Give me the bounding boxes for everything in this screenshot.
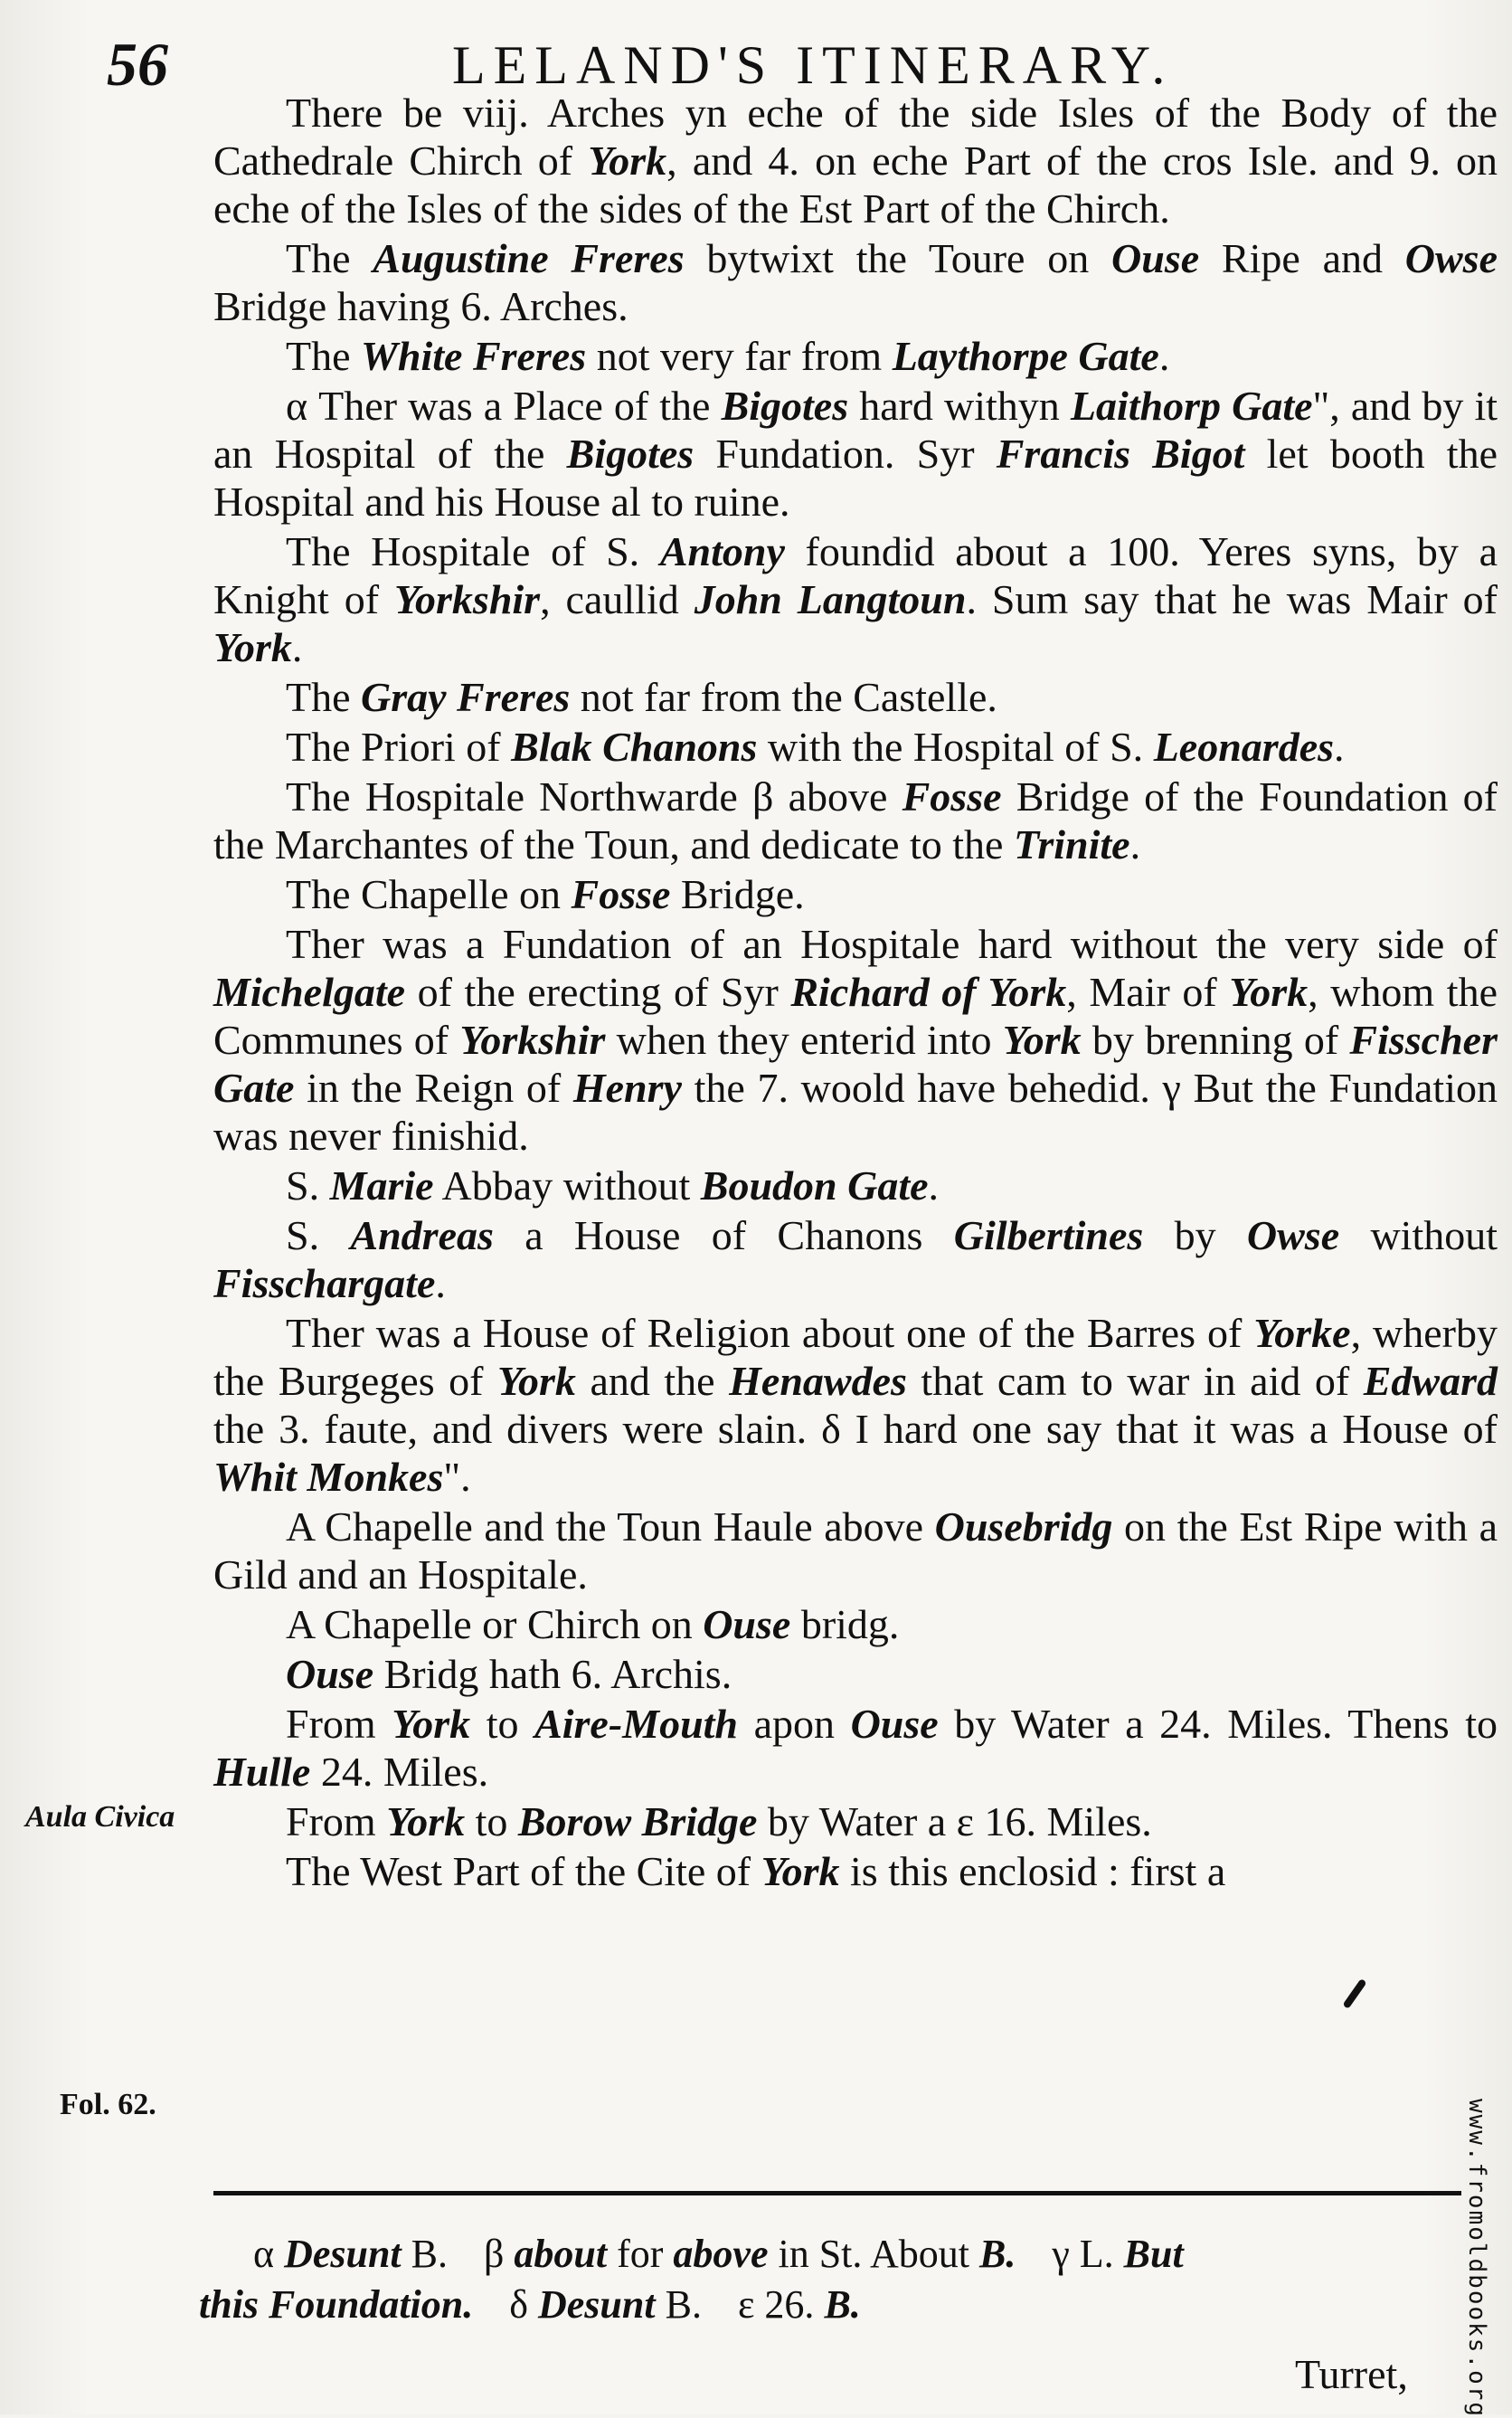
page-number: 56: [107, 30, 168, 99]
running-head: LELAND'S ITINERARY.: [452, 35, 1174, 95]
catchword: Turret,: [1295, 2351, 1408, 2397]
paragraph: A Chapelle or Chirch on Ouse bridg.: [286, 1601, 900, 1647]
paragraph: S. Andreas a House of Chanons Gilbertines by Owse without Fisschargate.: [213, 1212, 1498, 1306]
paragraph: The Augustine Freres bytwixt the Toure on Ouse Ripe and Owse Bridge having 6. Arches.: [213, 235, 1498, 329]
paragraph: The White Freres not very far from Laythorpe Gate.: [286, 333, 1170, 379]
body-text: [213, 89, 1498, 1897]
paragraph: The Priori of Blak Chanons with the Hospital of S. Leonardes.: [286, 724, 1345, 770]
paragraph: Ther was a House of Religion about one of the Barres of Yorke, wherby the Burgeges of York and the Henawdes that cam to war in aid of Edward the 3. faute, and divers were slain. δ I hard one say that it was a House of Whit Monkes".: [213, 1310, 1498, 1500]
paragraph: From York to Borow Bridge by Water a ε 16. Miles.: [286, 1798, 1152, 1844]
paragraph: The West Part of the Cite of York is this enclosid : first a: [286, 1848, 1226, 1894]
paragraph: The Hospitale of S. Antony foundid about a 100. Yeres syns, by a Knight of Yorkshir, caullid John Langtoun. Sum say that he was Mair of York.: [213, 528, 1498, 670]
paragraph: There be viij. Arches yn eche of the side Isles of the Body of the Cathedrale Chirch of York, and 4. on eche Part of the cros Isle. and 9. on eche of the Isles of the sides of the Est Part of the Chirch.: [213, 90, 1498, 232]
footnote-line: this Foundation. δ Desunt B. ε 26. B.: [199, 2282, 861, 2327]
paragraph: The Gray Freres not far from the Castelle.: [286, 674, 997, 720]
paragraph: The Hospitale Northwarde β above Fosse Bridge of the Foundation of the Marchantes of the Toun, and dedicate to the Trinite.: [213, 773, 1498, 868]
paragraph: From York to Aire-Mouth apon Ouse by Water a 24. Miles. Thens to Hulle 24. Miles.: [213, 1701, 1498, 1795]
paragraph: The Chapelle on Fosse Bridge.: [286, 871, 805, 917]
footnote-rule: [213, 2191, 1461, 2195]
paragraph: Ouse Bridg hath 6. Archis.: [286, 1651, 732, 1697]
paragraph: A Chapelle and the Toun Haule above Ousebridg on the Est Ripe with a Gild and an Hospitale.: [213, 1503, 1498, 1598]
footnote-line: α Desunt B. β about for above in St. About B. γ L. But: [253, 2232, 1184, 2276]
paragraph: S. Marie Abbay without Boudon Gate.: [286, 1162, 940, 1209]
paragraph: α Ther was a Place of the Bigotes hard withyn Laithorp Gate", and by it an Hospital of the Bigotes Fundation. Syr Francis Bigot let booth the Hospital and his House al to ruine.: [213, 383, 1498, 525]
paragraph: Ther was a Fundation of an Hospitale hard without the very side of Michelgate of the erecting of Syr Richard of York, Mair of York, whom the Communes of Yorkshir when they enterid into York by brenning of Fisscher Gate in the Reign of Henry the 7. woold have behedid. γ But the Fundation was never finishid.: [213, 921, 1498, 1159]
watermark: www.fromoldbooks.org: [1463, 2099, 1490, 2418]
margin-note-folio: Fol. 62.: [60, 2088, 156, 2121]
footnotes: [199, 2229, 1465, 2330]
margin-note-aula-civica: Aula Civica: [25, 1800, 175, 1834]
pen-mark: [1342, 1978, 1366, 2009]
